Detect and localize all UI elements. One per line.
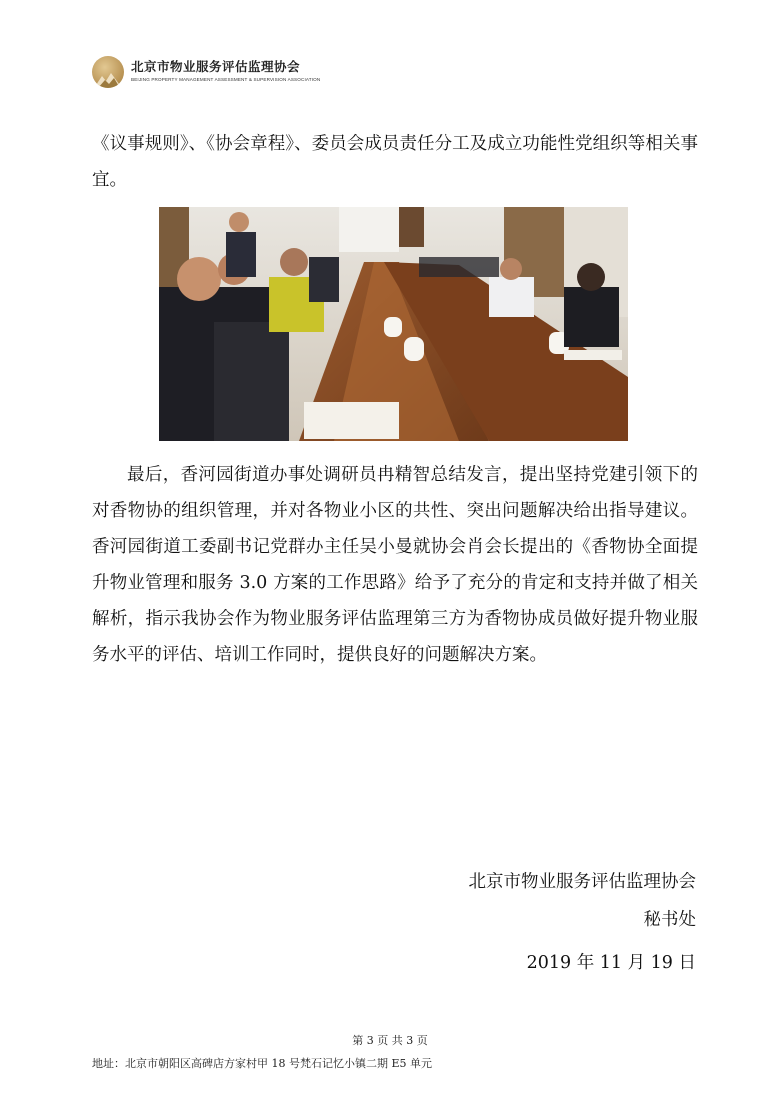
- signature-date: 2019 年 11 月 19 日: [526, 953, 696, 973]
- association-logo-icon: [92, 56, 124, 88]
- signature-department: 秘书处: [643, 910, 696, 930]
- org-name-en: BEIJING PROPERTY MANAGEMENT ASSESSMENT & SUPERVISION ASSOCIATION: [131, 76, 321, 82]
- meeting-photo: [159, 207, 628, 441]
- letterhead: [92, 56, 320, 88]
- signature-organization: 北京市物业服务评估监理协会: [468, 872, 696, 892]
- org-name: 北京市物业服务评估监理协会: [131, 59, 301, 75]
- footer-address: 地址：北京市朝阳区高碑店方家村甲 18 号梵石记忆小镇二期 E5 单元: [92, 1057, 433, 1070]
- paragraph-1: 《议事规则》、《协会章程》、委员会成员责任分工及成立功能性党组织等相关事宜。: [92, 134, 698, 190]
- page-number: 第 3 页 共 3 页: [352, 1034, 428, 1047]
- paragraph-2: 最后，香河园街道办事处调研员冉精智总结发言，提出坚持党建引领下的对香物协的组织管理，并对各物业小区的共性、突出问题解决给出指导建议。香河园街道工委副书记党群办主任吴小曼就协会肖会长提出的《香物协全面提升物业管理和服务 3.0 方案的工作思路》给予了充分的肯定和支持并做了相关解析，指示我协会作为物业服务评估监理第三方为香物协成员做好提升物业服务水平的评估、培训工作同时，提供良好的问题解决方案。: [92, 465, 698, 665]
